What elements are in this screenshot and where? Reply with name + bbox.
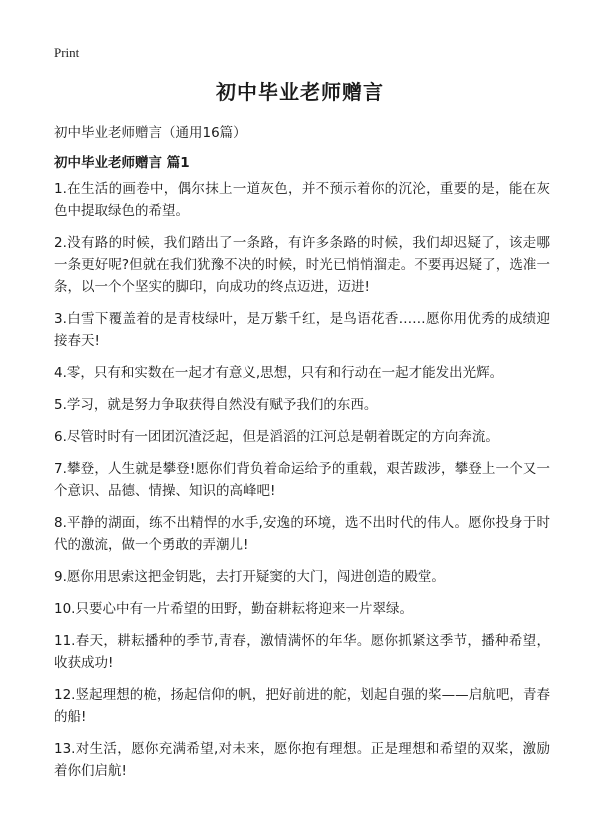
list-item: 12.竖起理想的桅，扬起信仰的帆，把好前进的舵，划起自强的桨——启航吧，青春的船! — [54, 687, 550, 725]
list-item: 4.零，只有和实数在一起才有意义,思想，只有和行动在一起才能发出光辉。 — [54, 365, 504, 381]
section-heading: 初中毕业老师赠言 篇1 — [54, 155, 190, 171]
list-item: 11.春天，耕耘播种的季节,青春，激情满怀的年华。愿你抓紧这季节，播种希望，收获成功! — [54, 633, 550, 671]
list-item: 2.没有路的时候，我们踏出了一条路，有许多条路的时候，我们却迟疑了，该走哪一条更好呢?但就在我们犹豫不决的时候，时光已悄悄溜走。不要再迟疑了，选准一条，以一个个坚实的脚印，向成功的终点迈进，迈进! — [54, 235, 550, 295]
list-item: 10.只要心中有一片希望的田野，勤奋耕耘将迎来一片翠绿。 — [54, 601, 413, 617]
list-item: 8.平静的湖面，练不出精悍的水手,安逸的环境，选不出时代的伟人。愿你投身于时代的激流，做一个勇敢的弄潮儿! — [54, 515, 550, 553]
list-item: 5.学习，就是努力争取获得自然没有赋予我们的东西。 — [54, 397, 378, 413]
document-subtitle: 初中毕业老师赠言（通用16篇） — [54, 125, 247, 141]
message-list — [54, 178, 550, 792]
page-title: 初中毕业老师赠言 — [216, 80, 384, 104]
print-link[interactable]: Print — [54, 45, 80, 60]
list-item: 13.对生活，愿你充满希望,对未来，愿你抱有理想。正是理想和希望的双桨，激励着你们启航! — [54, 741, 550, 779]
list-item: 3.白雪下覆盖着的是青枝绿叶，是万紫千红，是鸟语花香……愿你用优秀的成绩迎接春天! — [54, 311, 550, 349]
list-item: 9.愿你用思索这把金钥匙，去打开疑窦的大门，闯进创造的殿堂。 — [54, 569, 445, 585]
list-item: 7.攀登，人生就是攀登!愿你们背负着命运给予的重载，艰苦跋涉，攀登上一个又一个意识、品德、情操、知识的高峰吧! — [54, 461, 550, 499]
list-item: 6.尽管时时有一团团沉渣泛起，但是滔滔的江河总是朝着既定的方向奔流。 — [54, 429, 499, 445]
list-item: 1.在生活的画卷中，偶尔抹上一道灰色，并不预示着你的沉沦，重要的是，能在灰色中提取绿色的希望。 — [54, 181, 550, 219]
